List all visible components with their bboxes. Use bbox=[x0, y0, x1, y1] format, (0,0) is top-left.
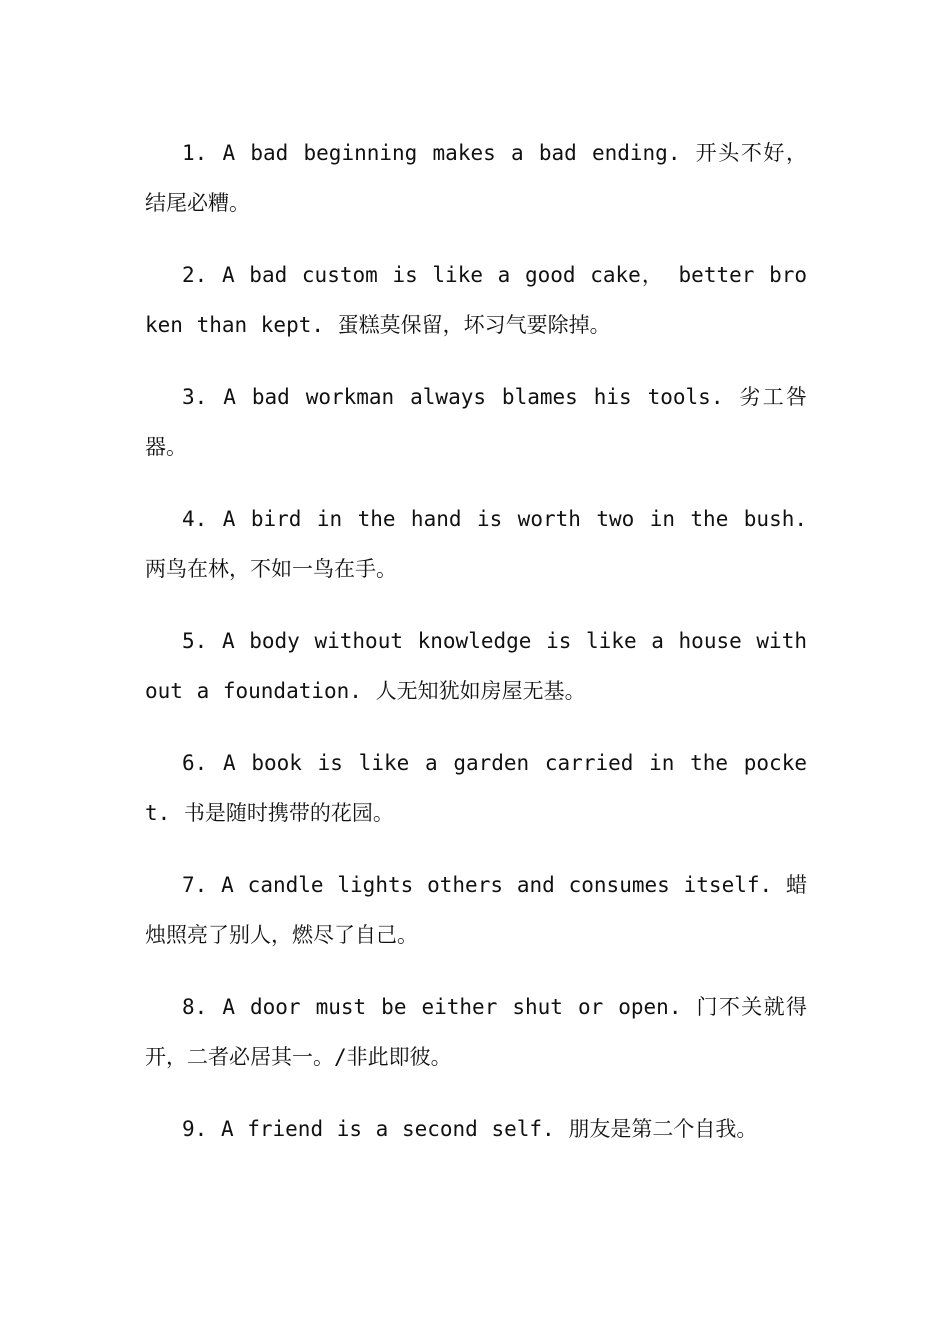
proverb-text: A bird in the hand is worth two in the bush. 两鸟在林，不如一鸟在手。 bbox=[145, 507, 807, 581]
proverb-item bbox=[145, 250, 807, 350]
proverb-text: A bad workman always blames his tools. 劣工咎器。 bbox=[145, 385, 807, 459]
proverb-number: 3. bbox=[182, 385, 208, 409]
proverb-number: 1. bbox=[182, 141, 208, 165]
proverb-text: A friend is a second self. 朋友是第二个自我。 bbox=[220, 1117, 758, 1141]
proverb-item bbox=[145, 372, 807, 472]
proverb-number: 8. bbox=[182, 995, 208, 1019]
proverb-text: A candle lights others and consumes itself. 蜡烛照亮了别人，燃尽了自己。 bbox=[145, 873, 807, 947]
proverb-text: A bad custom is like a good cake， better broken than kept. 蛋糕莫保留，坏习气要除掉。 bbox=[145, 263, 807, 337]
proverb-item bbox=[145, 128, 807, 228]
proverb-item bbox=[145, 1104, 807, 1154]
proverb-text: A book is like a garden carried in the pocket. 书是随时携带的花园。 bbox=[145, 751, 807, 825]
proverb-item bbox=[145, 616, 807, 716]
proverb-text: A body without knowledge is like a house without a foundation. 人无知犹如房屋无基。 bbox=[145, 629, 807, 703]
proverb-item bbox=[145, 494, 807, 594]
proverb-item bbox=[145, 982, 807, 1082]
proverb-number: 7. bbox=[182, 873, 208, 897]
proverb-item bbox=[145, 860, 807, 960]
proverb-text: A bad beginning makes a bad ending. 开头不好，结尾必糟。 bbox=[145, 141, 807, 215]
proverb-number: 4. bbox=[182, 507, 208, 531]
proverb-number: 2. bbox=[182, 263, 208, 287]
proverb-list bbox=[145, 128, 807, 1176]
proverb-item bbox=[145, 738, 807, 838]
proverb-number: 5. bbox=[182, 629, 208, 653]
proverb-number: 6. bbox=[182, 751, 208, 775]
proverb-text: A door must be either shut or open. 门不关就得开，二者必居其一。/非此即彼。 bbox=[145, 995, 807, 1069]
proverb-number: 9. bbox=[182, 1117, 208, 1141]
